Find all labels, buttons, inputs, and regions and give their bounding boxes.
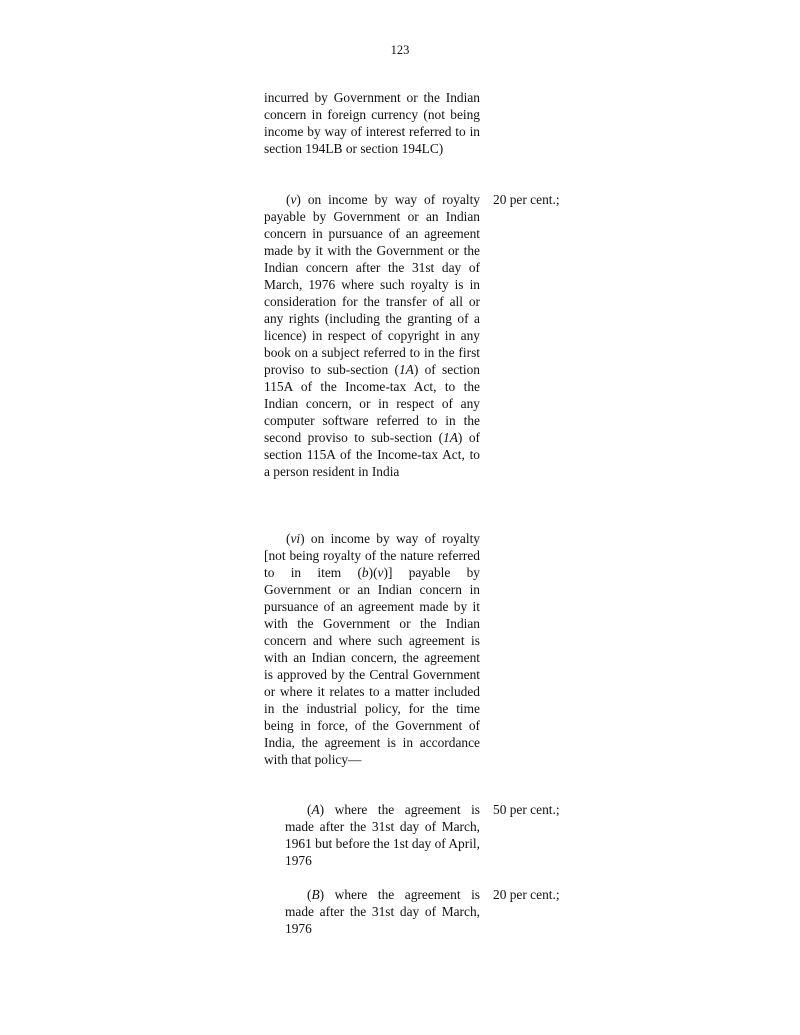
- sub-b-text: where the agreement is made after the 31st day of March, 1976: [285, 887, 480, 936]
- item-v-paragraph: (v) on income by way of royalty payable by Government or an Indian concern in pursuance of an agreement made by it with the Government or the Indian concern after the 31st day of March, 1976 where such royalty is in consideration for the transfer of all or any rights (including the granting of a licence) in respect of copyright in any book on a subject referred to in the first proviso to sub-section (1A) of section 115A of the Income-tax Act, to the Indian concern, or in respect of any computer software referred to in the second proviso to sub-section (1A) of section 115A of the Income-tax Act, to a person resident in India: [264, 192, 481, 479]
- item-vi-text-2: )] payable by Government or an Indian concern in pursuance of an agreement made by it with the Government or the Indian concern and where such agreement is with an Indian concern, the agreement is approved by the Central Government or where it relates to a matter included in the industrial policy, for the time being in force, of the Government of India, the agreement is in accordance with that policy—: [264, 565, 480, 767]
- page-number: 123: [390, 43, 410, 57]
- continuation-paragraph: [264, 89, 480, 157]
- item-vi-ref-v: v: [377, 565, 384, 580]
- item-vi-ref-separator: )(: [368, 565, 378, 580]
- item-v-text-3: ) of section 115A of the Income-tax Act, to a person resident in India: [264, 430, 480, 479]
- item-vi-ref-b: b: [361, 565, 369, 580]
- item-v-ref-1: 1A: [398, 362, 414, 377]
- item-v-rate: 20 per cent.;: [493, 192, 560, 207]
- sub-a-rate: 50 per cent.;: [493, 802, 560, 817]
- item-v-ref-2: 1A: [443, 430, 458, 445]
- item-v-text-2: ) of section 115A of the Income-tax Act, to the Indian concern, or in respect of any computer software referred to in the second proviso to sub-section (: [264, 362, 480, 445]
- sub-a-paragraph: (A) where the agreement is made after the 31st day of March, 1961 but before the 1st day of April, 1976: [285, 802, 480, 868]
- item-vi-mark: vi: [290, 531, 301, 546]
- sub-b-paragraph: (B) where the agreement is made after the 31st day of March, 1976: [285, 887, 480, 936]
- sub-a-mark: A: [311, 802, 320, 817]
- item-vi-paragraph: (vi) on income by way of royalty [not being royalty of the nature referred to in item (b)(v)] payable by Government or an Indian concern in pursuance of an agreement made by it with the Government or the Indian concern and where such agreement is with an Indian concern, the agreement is approved by the Central Government or where it relates to a matter included in the industrial policy, for the time being in force, of the Government of India, the agreement is in accordance with that policy—: [264, 531, 480, 767]
- sub-a-text: where the agreement is made after the 31st day of March, 1961 but before the 1st day of April, 1976: [285, 802, 480, 868]
- item-vi-text-1: on income by way of royalty [not being royalty of the nature referred to in item (: [264, 531, 480, 580]
- sub-b-rate: 20 per cent.;: [493, 887, 560, 902]
- continuation-text: incurred by Government or the Indian concern in foreign currency (not being income by way of interest referred to in section 194LB or section 194LC): [264, 90, 480, 156]
- item-v-mark: v: [290, 192, 297, 207]
- item-v-text-1: on income by way of royalty payable by Government or an Indian concern in pursuance of an agreement made by it with the Government or the Indian concern after the 31st day of March, 1976 where such royalty is in consideration for the transfer of all or any rights (including the granting of a licence) in respect of copyright in any book on a subject referred to in the first proviso to sub-section (: [264, 192, 481, 377]
- sub-b-mark: B: [311, 887, 320, 902]
